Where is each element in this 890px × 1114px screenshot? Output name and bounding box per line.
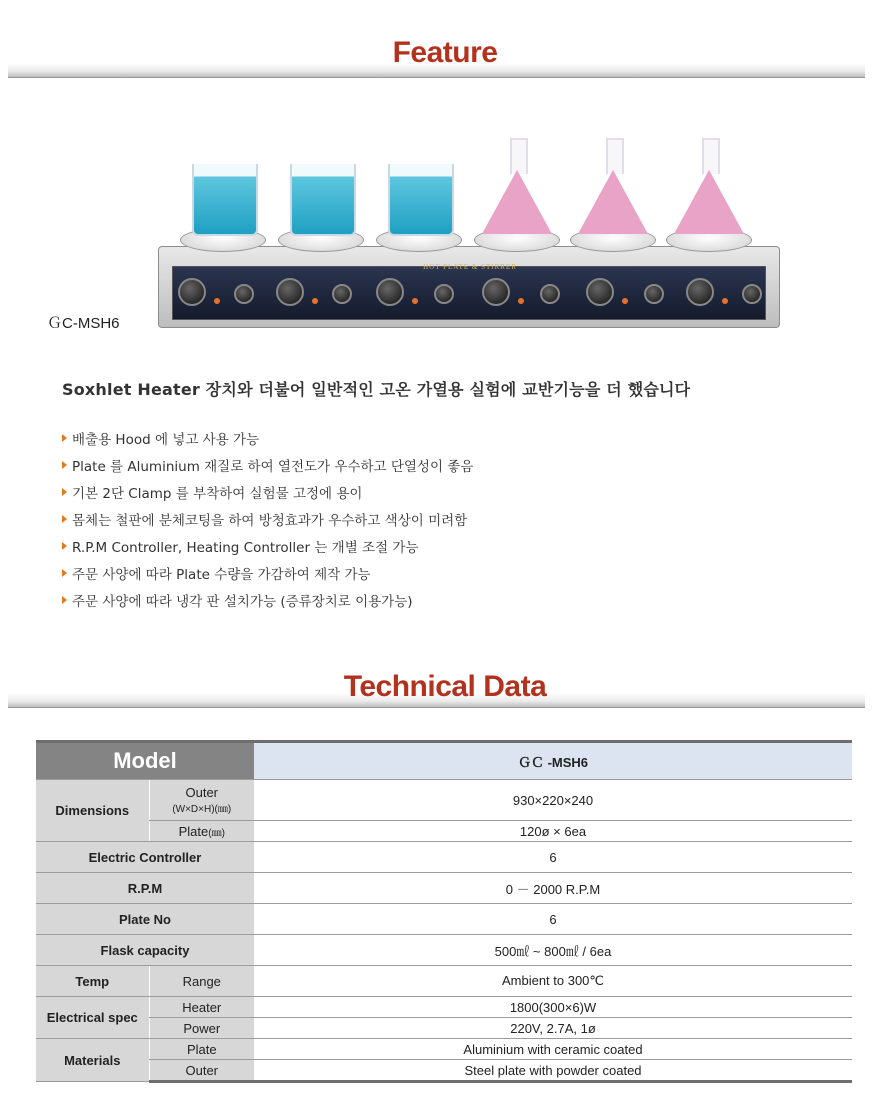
power-value: 220V, 2.7A, 1ø xyxy=(254,1018,852,1039)
beaker xyxy=(192,164,258,236)
table-row xyxy=(36,821,852,842)
electric-controller-label: Electric Controller xyxy=(36,842,254,873)
flask-capacity-label: Flask capacity xyxy=(36,935,254,966)
heater-label: Heater xyxy=(149,997,254,1018)
arrow-icon xyxy=(62,515,67,523)
plate-value: 120ø × 6ea xyxy=(254,821,852,842)
speed-knob xyxy=(644,284,664,304)
rpm-label: R.P.M xyxy=(36,873,254,904)
materials-outer-value: Steel plate with powder coated xyxy=(254,1060,852,1082)
table-row xyxy=(36,742,852,780)
materials-plate-label: Plate xyxy=(149,1039,254,1060)
table-row xyxy=(36,780,852,821)
plate-label-cell xyxy=(149,821,254,842)
temp-knob xyxy=(482,278,510,306)
speed-knob xyxy=(332,284,352,304)
temp-knob xyxy=(276,278,304,306)
heater-value: 1800(300×6)W xyxy=(254,997,852,1018)
arrow-icon xyxy=(62,596,67,604)
heat-led xyxy=(312,298,318,304)
table-row xyxy=(36,1018,852,1039)
arrow-icon xyxy=(62,461,67,469)
beaker xyxy=(388,164,454,236)
arrow-icon xyxy=(62,542,67,550)
speed-knob xyxy=(434,284,454,304)
list-item xyxy=(62,559,473,586)
list-item xyxy=(62,505,473,532)
table-row xyxy=(36,1060,852,1082)
spec-table xyxy=(36,740,852,1083)
materials-label: Materials xyxy=(36,1039,149,1082)
list-item xyxy=(62,532,473,559)
list-item xyxy=(62,586,473,613)
model-label: ＧC-MSH6 xyxy=(47,315,120,332)
table-row xyxy=(36,1039,852,1060)
flask xyxy=(674,138,744,234)
feature-text: 몸체는 철판에 분체코팅을 하여 방청효과가 우수하고 색상이 미려함 xyxy=(72,512,468,529)
list-item xyxy=(62,424,473,451)
feature-text: R.P.M Controller, Heating Controller 는 개별 조절 가능 xyxy=(72,539,419,556)
flask xyxy=(482,138,552,234)
plate-unit: (㎜) xyxy=(208,827,225,839)
materials-outer-label: Outer xyxy=(149,1060,254,1082)
speed-knob xyxy=(234,284,254,304)
technical-title: Technical Data xyxy=(343,670,547,703)
flask xyxy=(578,138,648,234)
speed-knob xyxy=(742,284,762,304)
power-label: Power xyxy=(149,1018,254,1039)
outer-label: Outer xyxy=(185,785,219,800)
panel-label: HOT PLATE & STIRRER xyxy=(423,263,517,271)
table-row xyxy=(36,966,852,997)
feature-text: 기본 2단 Clamp 를 부착하여 실험물 고정에 용이 xyxy=(72,485,363,502)
feature-text: Plate 를 Aluminium 재질로 하여 열전도가 우수하고 단열성이 좋음 xyxy=(72,458,474,475)
intro-text: Soxhlet Heater 장치와 더불어 일반적인 고온 가열용 실험에 교반기능을 더 했습니다 xyxy=(62,380,691,399)
table-row xyxy=(36,935,852,966)
temp-knob xyxy=(686,278,714,306)
arrow-icon xyxy=(62,488,67,496)
list-item xyxy=(62,478,473,505)
feature-text: 주문 사양에 따라 냉각 판 설치가능 (증류장치로 이용가능) xyxy=(72,593,413,610)
heat-led xyxy=(412,298,418,304)
product-image xyxy=(150,128,790,333)
arrow-icon xyxy=(62,434,67,442)
temp-knob xyxy=(376,278,404,306)
feature-text: 배출용 Hood 에 넣고 사용 가능 xyxy=(72,431,260,448)
speed-knob xyxy=(540,284,560,304)
dimensions-label: Dimensions xyxy=(36,780,149,842)
outer-unit: (W×D×H)(㎜) xyxy=(172,804,232,815)
plate-no-value: 6 xyxy=(254,904,852,935)
outer-label-cell xyxy=(149,780,254,821)
feature-list xyxy=(62,424,473,613)
plate-label: Plate xyxy=(178,823,209,839)
model-value: ＧＣ -MSH6 xyxy=(254,742,852,780)
range-value: Ambient to 300℃ xyxy=(254,966,852,997)
temp-label: Temp xyxy=(36,966,149,997)
table-row xyxy=(36,904,852,935)
flask-capacity-value: 500㎖ ~ 800㎖ / 6ea xyxy=(254,935,852,966)
heat-led xyxy=(214,298,220,304)
technical-section-header xyxy=(0,660,890,710)
temp-knob xyxy=(178,278,206,306)
electric-controller-value: 6 xyxy=(254,842,852,873)
table-row xyxy=(36,842,852,873)
feature-text: 주문 사양에 따라 Plate 수량을 가감하여 제작 가능 xyxy=(72,566,371,583)
temp-knob xyxy=(586,278,614,306)
plate-no-label: Plate No xyxy=(36,904,254,935)
beaker xyxy=(290,164,356,236)
model-header: Model xyxy=(36,742,254,780)
list-item xyxy=(62,451,473,478)
outer-value: 930×220×240 xyxy=(254,780,852,821)
control-panel xyxy=(172,266,766,320)
range-label: Range xyxy=(149,966,254,997)
arrow-icon xyxy=(62,569,67,577)
materials-plate-value: Aluminium with ceramic coated xyxy=(254,1039,852,1060)
feature-title: Feature xyxy=(392,36,498,69)
heat-led xyxy=(622,298,628,304)
heat-led xyxy=(722,298,728,304)
table-row xyxy=(36,873,852,904)
heat-led xyxy=(518,298,524,304)
rpm-value: 0 － 2000 R.P.M xyxy=(254,873,852,904)
table-row xyxy=(36,997,852,1018)
feature-section-header xyxy=(0,30,890,80)
electrical-spec-label: Electrical spec xyxy=(36,997,149,1039)
